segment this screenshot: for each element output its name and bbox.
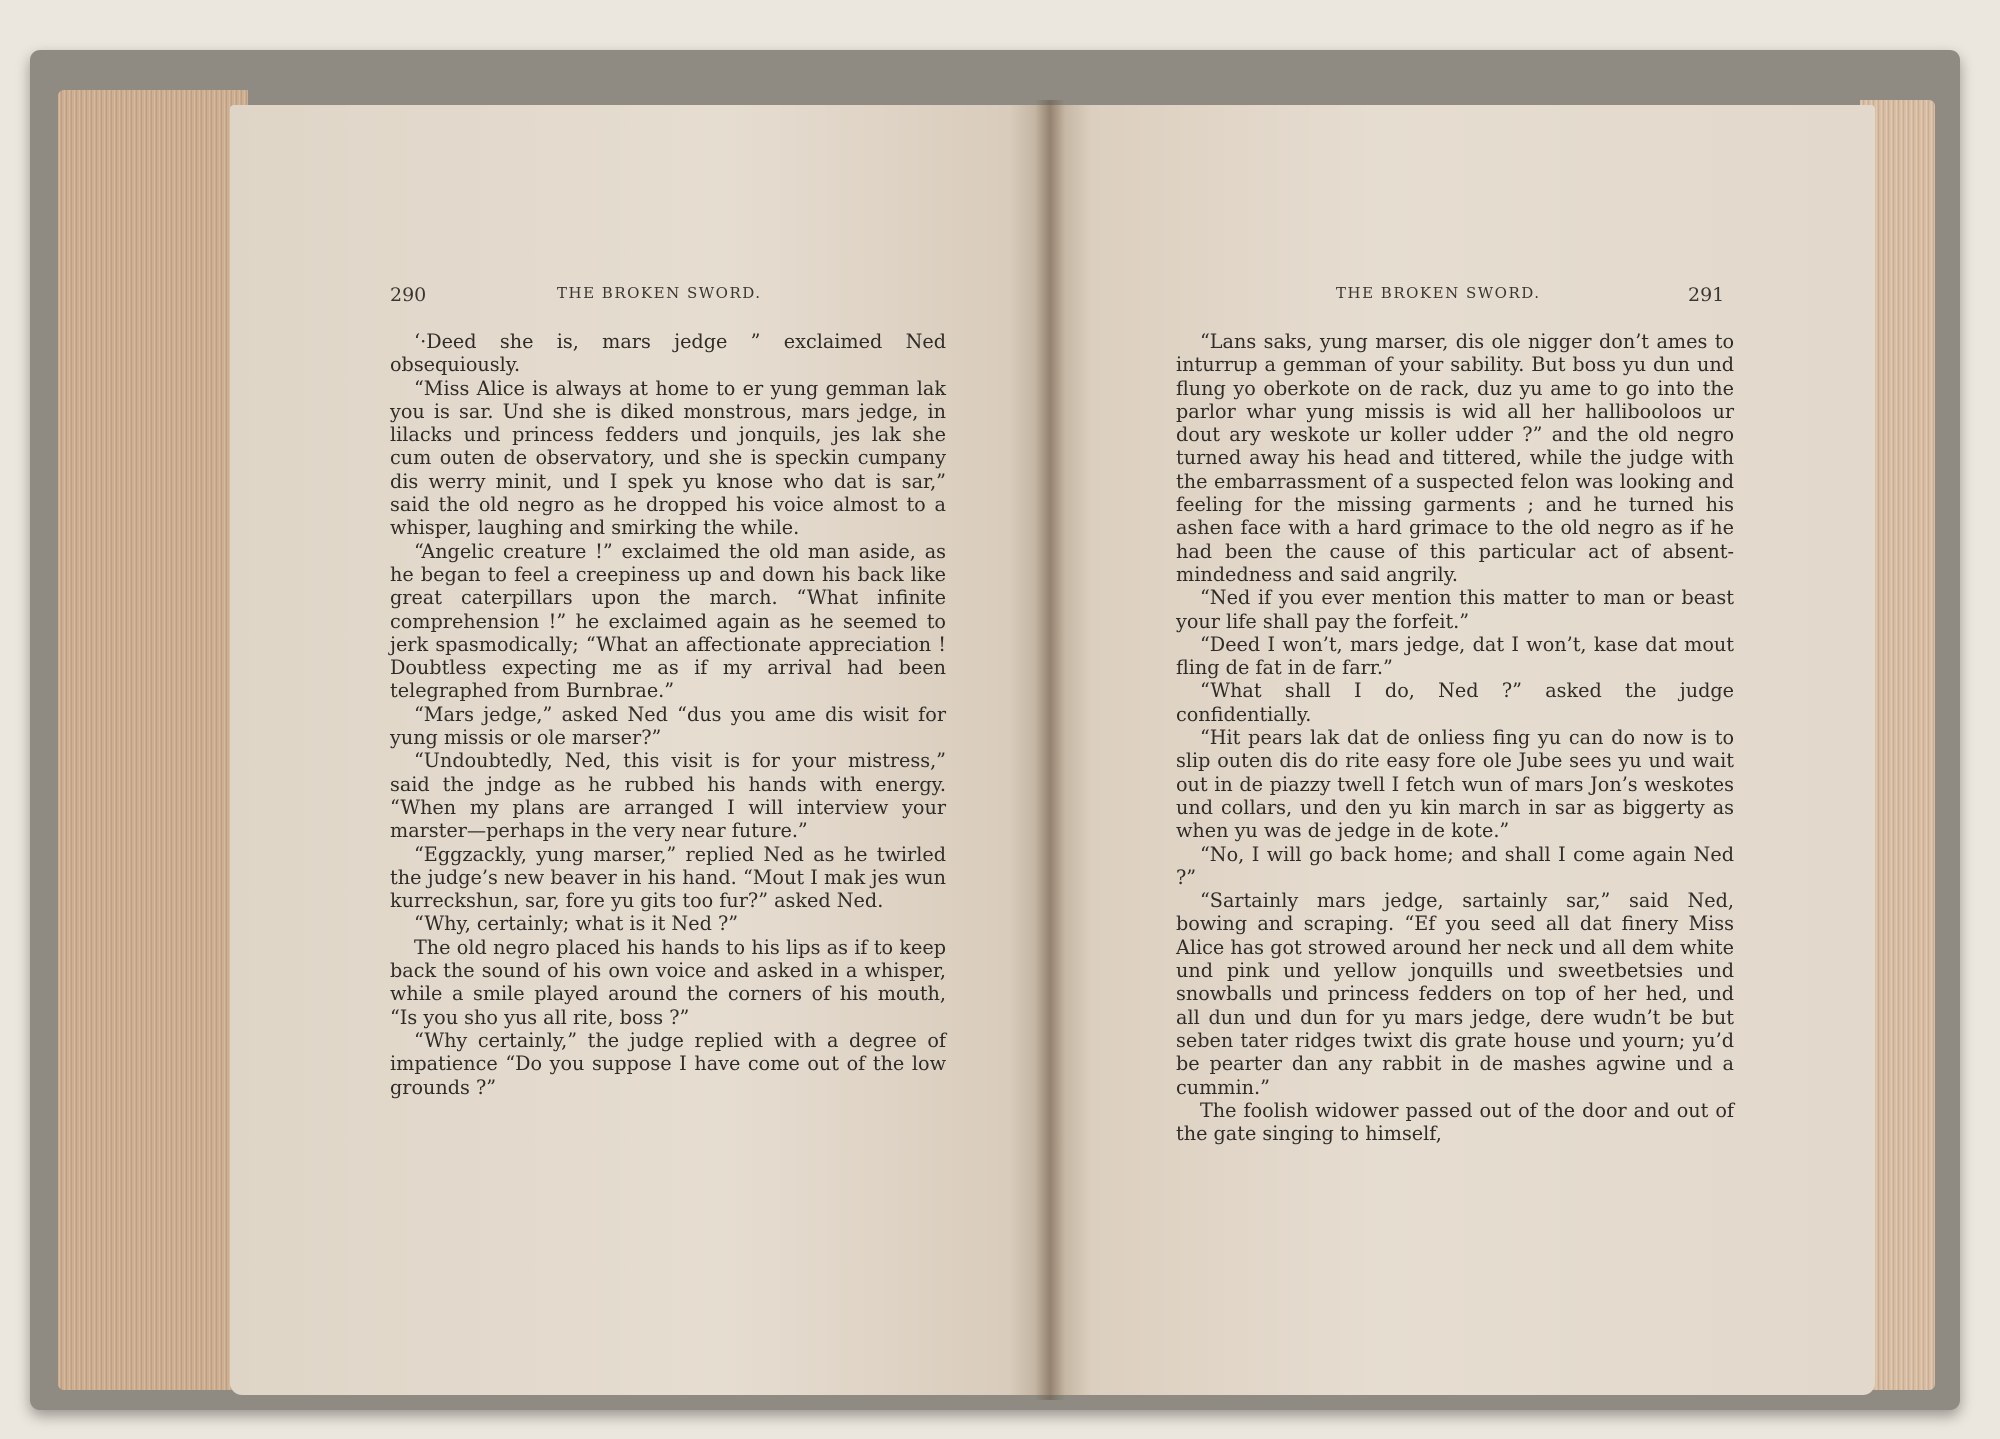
paragraph: The old negro placed his hands to his lips as if to keep back the sound of his own voice and asked in a whisper, while a smile played around the corners of his mouth, “Is you sho yus all rite, boss ?”: [390, 935, 946, 1029]
paragraph: “Deed I won’t, mars jedge, dat I won’t, kase dat mout fling de fat in de farr.”: [1176, 632, 1734, 680]
paragraph: “Ned if you ever mention this matter to man or beast your life shall pay the forfeit.”: [1176, 586, 1734, 633]
right-page-number: 291: [1688, 284, 1725, 306]
paragraph: “Mars jedge,” asked Ned “dus you ame dis wisit for yung missis or ole marser?”: [390, 702, 946, 750]
left-page-text: [390, 330, 946, 1099]
paragraph: “Angelic creature !” exclaimed the old man aside, as he began to feel a creepiness up and down his back like great caterpillars upon the march. “What infinite comprehension !” he exclaimed again as he seemed to jerk spasmodically; “What an affectionate appreciation ! Doubtless expecting me as if my arrival had been telegraphed from Burnbrae.”: [390, 539, 946, 703]
paragraph: “Miss Alice is always at home to er yung gemman lak you is sar. Und she is diked monstrous, mars jedge, in lilacks und princess fedders und jonquils, jes lak she cum outen de observatory, und she is speckin cumpany dis werry minit, und I spek yu knose who dat is sar,” said the old negro as he dropped his voice almost to a whisper, laughing and smirking the while.: [390, 376, 946, 540]
paragraph: “Lans saks, yung marser, dis ole nigger don’t ames to inturrup a gemman of your sability. But boss yu dun und flung yo oberkote on de rack, duz yu ame to go into the parlor whar yung missis is wid all her hallibooloos ur dout ary weskote ur koller udder ?” and the old negro turned away his head and tittered, while the judge with the embarrassment of a suspected felon was looking and feeling for the missing garments ; and he turned his ashen face with a hard grimace to the old negro as if he had been the cause of this particular act of absent-mindedness and said angrily.: [1176, 330, 1734, 586]
left-running-head: THE BROKEN SWORD.: [557, 284, 762, 302]
paragraph: “What shall I do, Ned ?” asked the judge confidentially.: [1176, 679, 1734, 726]
paragraph: “Why, certainly; what is it Ned ?”: [414, 912, 739, 936]
paragraph: “Undoubtedly, Ned, this visit is for your mistress,” said the jndge as he rubbed his hands with energy. “When my plans are arranged I will interview your marster—perhaps in the very near future.”: [390, 749, 946, 843]
right-running-head: THE BROKEN SWORD.: [1336, 284, 1541, 302]
book-gutter: [1035, 100, 1065, 1400]
page-edges-left: [58, 90, 248, 1390]
right-page-text: [1176, 330, 1734, 1145]
paragraph: “Hit pears lak dat de onliess fing yu can do now is to slip outen dis do rite easy fore ole Jube sees yu und wait out in de piazzy twell I fetch wun of mars Jon’s weskotes und collars, und den yu kin march in sar as biggerty as when yu was de jedge in de kote.”: [1176, 726, 1734, 843]
paragraph: “Sartainly mars jedge, sartainly sar,” said Ned, bowing and scraping. “Ef you seed all dat finery Miss Alice has got strowed around her neck und all dem white und pink und yellow jonquills und sweetbetsies und snowballs und princess fedders on top of her hed, und all dun und dun for yu mars jedge, dere wudn’t be but seben tater ridges twixt dis grate house und yourn; yu’d be pearter dan any rabbit in de mashes agwine und a cummin.”: [1176, 889, 1734, 1099]
paragraph: ‘·Deed she is, mars jedge ” exclaimed Ned obsequiously.: [390, 330, 946, 377]
paragraph: “Eggzackly, yung marser,” replied Ned as he twirled the judge’s new beaver in his hand. “Mout I mak jes wun kurreckshun, sar, fore yu gits too fur?” asked Ned.: [390, 842, 946, 913]
left-page-number: 290: [390, 284, 427, 306]
paragraph: The foolish widower passed out of the door and out of the gate singing to himself,: [1176, 1098, 1734, 1146]
paragraph: “Why certainly,” the judge replied with a degree of impatience “Do you suppose I have come out of the low grounds ?”: [390, 1028, 946, 1099]
paragraph: “No, I will go back home; and shall I come again Ned ?”: [1176, 842, 1734, 889]
